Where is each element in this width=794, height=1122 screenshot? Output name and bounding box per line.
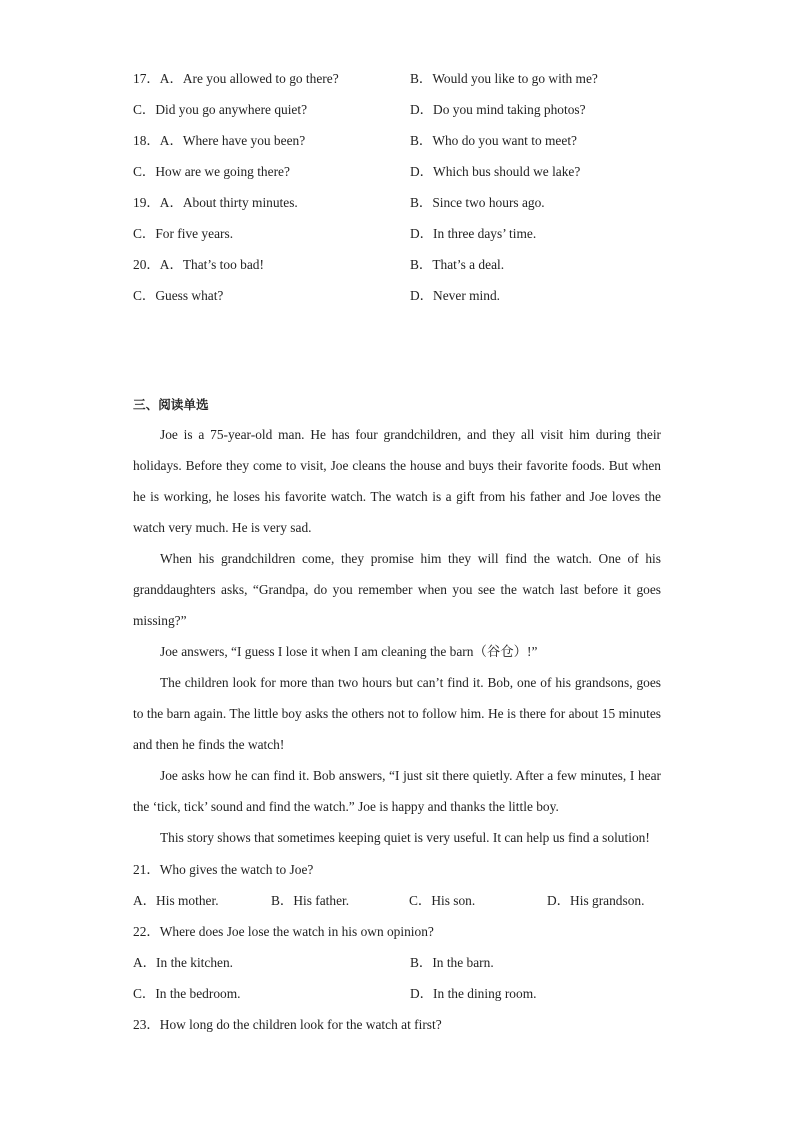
option-row	[133, 186, 661, 217]
option-19b[interactable]: B．Since two hours ago.	[410, 195, 545, 210]
option-18b[interactable]: B．Who do you want to meet?	[410, 133, 577, 148]
option-21a[interactable]: A．His mother.	[133, 893, 219, 908]
passage-paragraph: When his grandchildren come, they promise him they will find the watch. One of his granddaughters asks, “Grandpa, do you remember when you see the watch last before it goes missing?”	[133, 551, 661, 628]
option-row	[133, 217, 661, 248]
option-19c[interactable]: C．For five years.	[133, 226, 234, 241]
option-18d[interactable]: D．Which bus should we lake?	[410, 164, 581, 179]
option-21b[interactable]: B．His father.	[271, 893, 350, 908]
section-title: 三、阅读单选	[133, 397, 209, 412]
passage-paragraph: The children look for more than two hours but can’t find it. Bob, one of his grandsons, goes to the barn again. The little boy asks the others not to follow him. He is there for about 15 minutes and then he finds the watch!	[133, 675, 661, 752]
option-22b[interactable]: B．In the barn.	[410, 955, 494, 970]
document-page	[133, 62, 661, 1039]
option-20b[interactable]: B．That’s a deal.	[410, 257, 505, 272]
option-row	[133, 124, 661, 155]
option-17a[interactable]: 17．A．Are you allowed to go there?	[133, 71, 339, 86]
option-17b[interactable]: B．Would you like to go with me?	[410, 71, 598, 86]
option-row	[133, 248, 661, 279]
option-20a[interactable]: 20．A．That’s too bad!	[133, 257, 264, 272]
option-20d[interactable]: D．Never mind.	[410, 288, 500, 303]
passage-paragraph: Joe is a 75-year-old man. He has four grandchildren, and they all visit him during their holidays. Before they come to visit, Joe cleans the house and buys their favorite foods. But when he is working, he loses his favorite watch. The watch is a gift from his father and Joe loves the watch very much. He is very sad.	[133, 427, 661, 535]
option-17c[interactable]: C．Did you go anywhere quiet?	[133, 102, 308, 117]
question-21-stem: 21．Who gives the watch to Joe?	[133, 862, 314, 877]
option-19d[interactable]: D．In three days’ time.	[410, 226, 537, 241]
question-22-options	[133, 946, 661, 977]
question-22-stem: 22．Where does Joe lose the watch in his own opinion?	[133, 924, 434, 939]
option-22d[interactable]: D．In the dining room.	[410, 986, 537, 1001]
passage-paragraph: Joe answers, “I guess I lose it when I am cleaning the barn（谷仓）!”	[160, 644, 538, 659]
option-17d[interactable]: D．Do you mind taking photos?	[410, 102, 586, 117]
section-spacer	[133, 310, 661, 388]
option-19a[interactable]: 19．A．About thirty minutes.	[133, 195, 298, 210]
option-21d[interactable]: D．His grandson.	[547, 893, 645, 908]
option-18c[interactable]: C．How are we going there?	[133, 164, 290, 179]
question-21-options	[133, 884, 661, 915]
option-row	[133, 155, 661, 186]
option-21c[interactable]: C．His son.	[409, 893, 476, 908]
passage-paragraph: This story shows that sometimes keeping quiet is very useful. It can help us find a solution!	[160, 830, 650, 845]
option-row	[133, 279, 661, 310]
option-20c[interactable]: C．Guess what?	[133, 288, 224, 303]
option-row	[133, 93, 661, 124]
option-22a[interactable]: A．In the kitchen.	[133, 955, 234, 970]
passage-paragraph: Joe asks how he can find it. Bob answers, “I just sit there quietly. After a few minutes, I hear the ‘tick, tick’ sound and find the watch.” Joe is happy and thanks the little boy.	[133, 768, 661, 814]
option-22c[interactable]: C．In the bedroom.	[133, 986, 241, 1001]
option-row	[133, 62, 661, 93]
option-18a[interactable]: 18．A．Where have you been?	[133, 133, 306, 148]
question-22-options	[133, 977, 661, 1008]
question-23-stem: 23．How long do the children look for the watch at first?	[133, 1017, 442, 1032]
